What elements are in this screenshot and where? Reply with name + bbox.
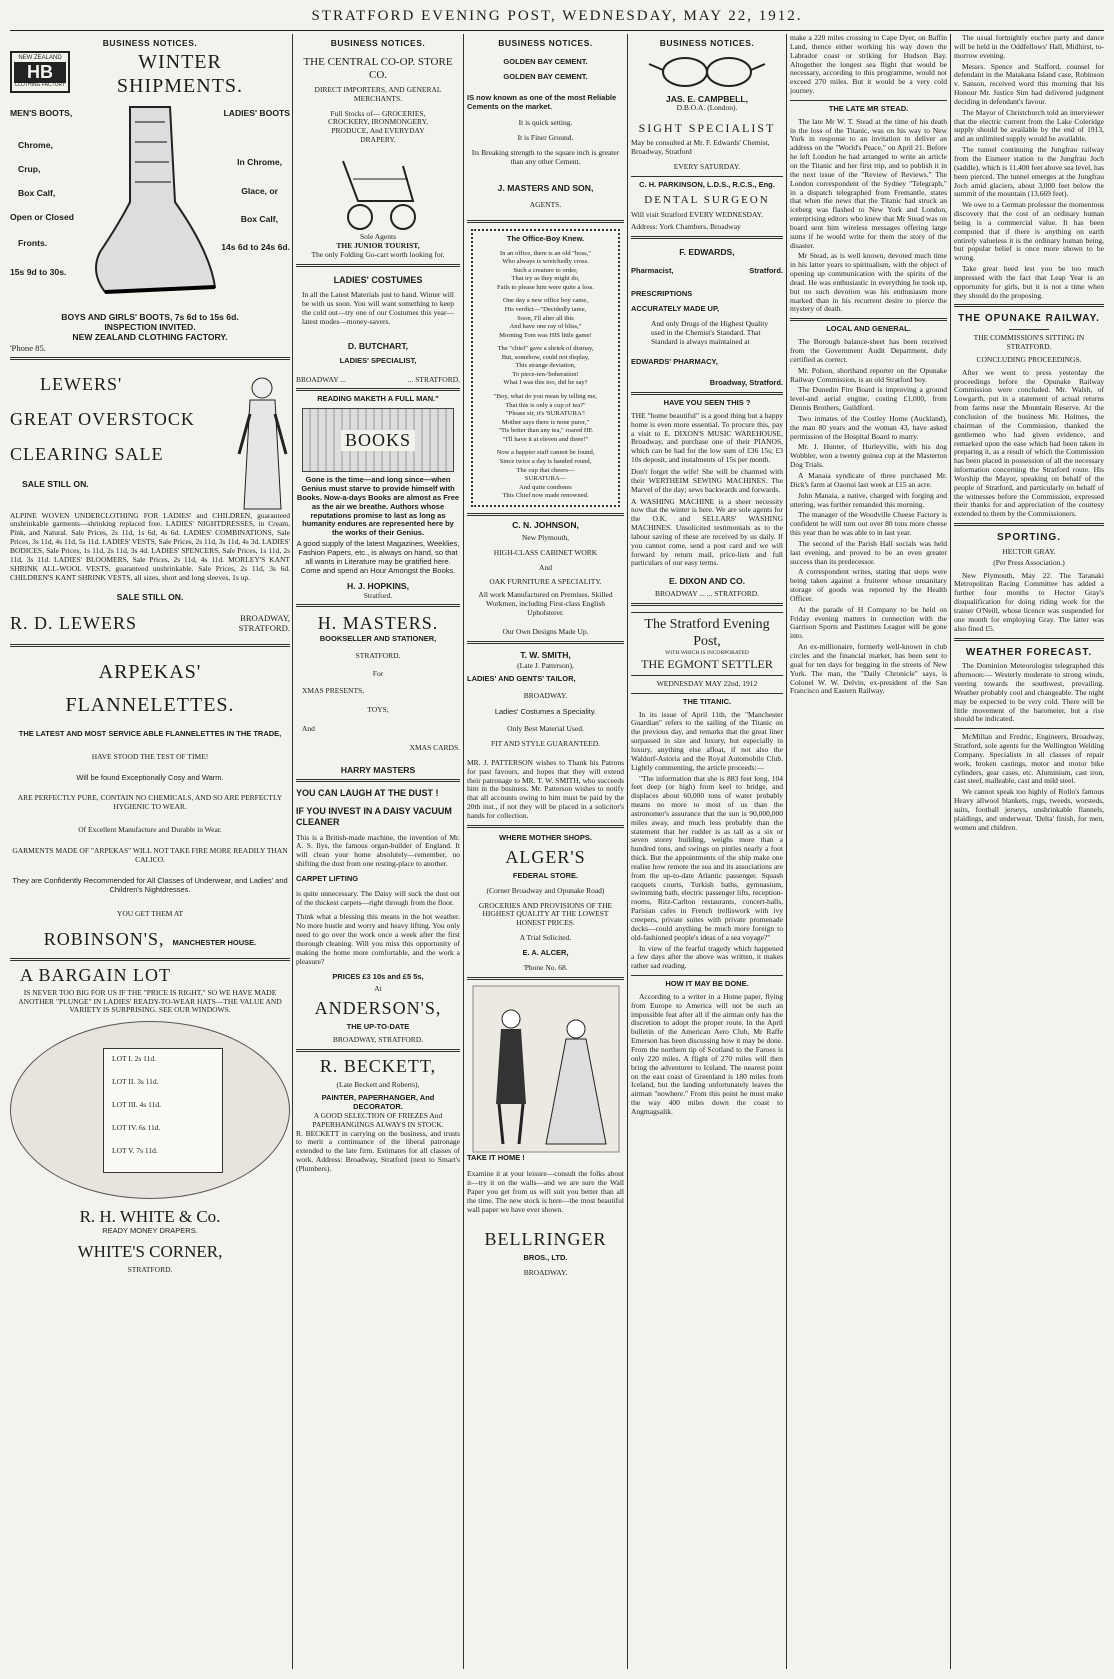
ad-text: STRATFORD. <box>127 1265 173 1275</box>
ad-text: They are Confidently Recommended for All Classes of Underwear, and Ladies' and Children's Nightdresses. <box>12 875 288 894</box>
paragraph: "The information that she is 883 feet long, 104 feet deep (or high) from keel to bridge, and displaces about 60,000 tons of water probably means no more to most of us than the astronomer's assurance that the sun is 90,000,000 miles away, and much less probably than the statement that her rudder is as tall as a six or seven storey building, weighs more than a hundred tons, and swings on pintles nearly a foot thick. But the appointments of the ship make one realise how remote the sea and its associations are from the up-to-date Atlantic passenger. Squash racquets courts, Turkish baths, gymnasium, swimming bath, electric passenger lifts, reception-rooms, Ritz-Carlton restaurants, concert-halls, Parisian cafes in French trelliswork with ivy creepers, private suites with private promenade decks—could anything be much more foreign to old-fashioned people's ideas of a sea voyage?" <box>631 773 783 942</box>
paragraph: Mr. J. Hunter, of Hurleyville, with his dog Wobbler, won a twenty guinea cup at the Masterton Dog Trials. <box>790 442 947 470</box>
sporting-article <box>954 572 1104 634</box>
hb-logo: NEW ZEALAND HB CLOTHING FACTORY <box>10 51 70 93</box>
golden-bay-cement: GOLDEN BAY CEMENT. <box>503 71 588 81</box>
poem-line: Now a happier staff cannot be found, <box>496 449 595 457</box>
ad-divider <box>296 264 460 267</box>
article-heading: THE LATE MR STEAD. <box>828 103 909 113</box>
books-illustration <box>302 408 454 472</box>
poem-line: This strange deviation, <box>515 362 576 370</box>
egmont-settler: THE EGMONT SETTLER <box>641 656 773 671</box>
poem-line: That try as they might do, <box>511 275 580 283</box>
poem-title: The Office-Boy Knew. <box>506 233 585 243</box>
flannelettes-title: FLANNELETTES. <box>65 694 235 717</box>
pram-illustration <box>328 151 428 233</box>
paragraph: The Dominion Meteorologist telegraphed this afternoon:— Westerly moderate to strong winds, veering towards the southwest, prevailing. Weather probably cool and changeable. The night may be expected to be very cold. There will be little movement of the barometer, but a rise should be indicated. <box>954 661 1104 724</box>
ad-text: 'Phone No. 68. <box>523 962 568 972</box>
mens-price: 15s 9d to 30s. <box>10 267 67 278</box>
ad-heading: PRESCRIPTIONS <box>631 289 693 299</box>
ad-divider <box>296 388 460 391</box>
shipments-title: SHIPMENTS. <box>116 74 244 97</box>
spectacles-icon <box>647 54 767 90</box>
harry-masters: HARRY MASTERS <box>340 764 416 775</box>
boot-type: Glace, or <box>241 186 278 197</box>
rollo-notice <box>954 788 1104 832</box>
paragraph: An ex-millionaire, formerly well-known in club circles and the financial market, has been sent to goal for ten days for begging in the streets of New York. The man, the "Daily Chronicle" says, is Colonel W. W. Delvin, ex-president of the San Francisco and Eastern Railway. <box>790 642 947 696</box>
poem-line: SURATURA— <box>524 475 567 483</box>
short-rule <box>1009 329 1049 330</box>
address-line: ... STRATFORD. <box>407 374 460 384</box>
paragraph: We cannot speak too highly of Rollo's famous Heavy allwool blankets, rugs, tweeds, worsteds, suits, football jerseys, unshrinkable flannels, plaidings, and underwear. 'Delta' finish, for men, women and children. <box>954 787 1104 832</box>
paragraph: Take great heed lest you be too much impressed with the fact that Leap Year is an opportunity for girls, but it is not a time when they should do the proposing. <box>954 264 1104 300</box>
paragraph: make a 220 miles crossing to Cape Dyer, on Baffin Land, thence either working his way down the Labrador coast or striking for Hudson Bay. Altogether the longest sea flight that would be necessary, according to this programme, would not exceed 270 miles. But it would be a very cold journey. <box>790 34 947 96</box>
ad-text: GROCERIES AND PROVISIONS OF THE HIGHEST QUALITY AT THE LOWEST HONEST PRICES. <box>478 900 613 928</box>
phone-number: 'Phone 85. <box>10 342 46 353</box>
paragraph: McMillan and Fredric, Engineers, Broadway, Stratford, sole agents for the Wellington Welding Company. Specialists in all classes of repair work, broken castings, motor and motor bike cylinders, gear cases, etc. Aluminium, cast iron, cast steel, malleable, cast and mild steel. <box>954 732 1104 786</box>
smith-title: T. W. SMITH, <box>520 649 571 660</box>
ad-divider <box>296 604 460 607</box>
ad-text: OAK FURNITURE A SPECIALITY. <box>489 577 602 587</box>
poem-line: One day a new office boy came, <box>502 297 588 305</box>
bargain-lot-text: IS NEVER TOO BIG FOR US IF THE "PRICE IS RIGHT," SO WE HAVE MADE ANOTHER "PLUNGE" IN LADIES' READY-TO-WEAR HATS—THE VALUE AND VARIETY IS SURPRISING. SEE OUR WINDOWS. <box>18 987 282 1015</box>
poem-line: To piece-ten-'boheration! <box>512 370 579 378</box>
paragraph: Mr Stead, as is well known, devoted much time in his latter years to spiritualism, with the object of opening up communication with the spirits of the dead. He was enthusiastic in everything he took up, but no such devotion was his enthusiasm more marked than in his recurrent desire to pierce the mystery of death. <box>790 251 947 314</box>
ad-text: (Late J. Patterson), <box>517 660 574 670</box>
section-header: BUSINESS NOTICES. <box>659 38 755 48</box>
poem-line: Fails to please him were quite a loss. <box>496 283 595 291</box>
sale-still-on: SALE STILL ON. <box>22 479 89 490</box>
boot-type: Fronts. <box>18 238 48 249</box>
subheading: (Per Press Association.) <box>993 557 1065 567</box>
hopkins: H. J. HOPKINS, <box>346 581 410 592</box>
bellringer-title: BELLRINGER <box>484 1228 607 1249</box>
ad-divider <box>10 644 290 647</box>
nz-clothing-factory: NEW ZEALAND CLOTHING FACTORY. <box>72 332 228 343</box>
ad-text: Will visit Stratford EVERY WEDNESDAY. <box>631 209 763 219</box>
ad-text: THE LATEST AND MOST SERVICE ABLE FLANNELETTES IN THE TRADE, <box>18 728 282 738</box>
junior-tourist: THE JUNIOR TOURIST, <box>336 240 420 250</box>
ad-divider <box>631 236 783 239</box>
great-overstock: GREAT OVERSTOCK <box>10 409 195 429</box>
ad-divider <box>10 357 290 360</box>
paragraph: In its issue of April 11th, the "Manchester Guardian" refers to the sailing of the Titanic on the previous day, and remarks that the great liner surpassed in size and luxury, but especially in luxury, anything else afloat, if not also the Waldorf-Astoria and the Royal Automobile Club. Lightly commenting, the article proceeds:— <box>631 709 783 772</box>
bargain-lot-title: A BARGAIN LOT <box>20 965 171 986</box>
boot-type: Open or Closed <box>10 212 74 223</box>
poem-line: This Chief now made renowned. <box>502 492 589 500</box>
arpekas-ad <box>10 661 290 951</box>
ad-text: R. BECKETT in carrying on the business, and trusts to merit a continuance of the liberal patronage extended to the late firm. Estimates for all classes of work. Address: Broadway, Stratford (next to Smart's (Plumbers). <box>296 1128 460 1173</box>
boot-type: In Chrome, <box>237 157 282 168</box>
poem-line: Who always is wretchedly cross. <box>502 258 589 266</box>
ad-divider <box>631 693 783 694</box>
ad-divider <box>631 975 783 976</box>
rh-white: R. H. WHITE & Co. <box>79 1207 221 1227</box>
ad-text: XMAS CARDS. <box>409 742 460 752</box>
paragraph: The manager of the Woodville Cheese Factory is confident he will turn out over 80 tons more cheese this year than he was able to in last year. <box>790 510 947 538</box>
paragraph: The usual fortnightly euchre party and dance will be held in the Oddfellows' Hall, Midhirst, to-morrow evening. <box>954 34 1104 60</box>
article-heading: THE OPUNAKE RAILWAY. <box>958 313 1100 325</box>
poem-line: Mother says there is none purer," <box>501 418 590 426</box>
ad-text: MR. J. PATTERSON wishes to Thank his Patrons for past favours, and hopes that they will extend their patronage to MR. T. W. SMITH, who succeeds him in the business. Mr. Patterson wishes to notify that all accounts owing to him must be paid by the 20th inst., if not they will be placed in a solicitor's hands for collection. <box>467 757 624 820</box>
ad-text: It is Finer Ground. <box>517 133 574 143</box>
boot-illustration <box>75 102 225 302</box>
issue-date: WEDNESDAY MAY 22nd, 1912 <box>656 678 758 688</box>
ad-text: And <box>539 562 552 572</box>
titanic-article <box>631 711 783 971</box>
sale-still-on: SALE STILL ON. <box>116 592 184 603</box>
j-masters: J. MASTERS AND SON, <box>497 182 594 193</box>
ad-text: It is quick setting. <box>518 118 573 128</box>
office-boy-poem <box>471 229 620 507</box>
paragraph: We owe to a German professor the momentous discovery that the cost of an ordinary human being is a commercial value. It has been computed that if there is anything on earth entirely valueless it is the ordinary human being, but popular belief is once more shown to be wrong. <box>954 200 1104 263</box>
edwards: F. EDWARDS, <box>679 247 735 258</box>
paragraph: Messrs. Spence and Stafford, counsel for defendant in the Matakana Island case, Robinson v. Sanson, received word this morning that his Honour Mr. Justice Sim had delivered judgment deciding in defendant's favour. <box>954 61 1104 106</box>
poem-line: In an office, there is an old "boss," <box>499 249 592 257</box>
ad-text: Our Own Designs Made Up. <box>502 626 589 636</box>
ad-text: READY MONEY DRAPERS. <box>102 1226 198 1236</box>
inspection-invited: INSPECTION INVITED. <box>104 322 196 333</box>
section-header: BUSINESS NOTICES. <box>330 38 426 48</box>
sale-price-list: ALPINE WOVEN UNDERCLOTHING FOR LADIES' and CHILDREN, guaranteed unshrinkable garments—shrinking replaced free. LADIES' NIGHTDRESSES, in Cream, Pink, and Natural. Sale Prices, 2s 11d, 1s 6d, 4s 6d. LADIES' COMBINATIONS, Sale Prices, 3s 11d, 4s 11d, 5s 11d. LADIES' VESTS, Sale Prices, 2s 11d, 3s 11d, 4s 3d. LADIES' BODICES, Sale Prices, 1s 11d, 2s 11d, 3s 4d. LADIES' SPENCERS, Sale Prices, 1s 11d, 2s 11d, 3s 11d. LADIES' BLOOMERS, Sale Prices, 2s 11d, 4s 11d. MORLEY'S KANT SHRINK ALL-WOOL VESTS, guaranteed unshrinkable. Sale Prices, 2s 11d, 3s 6d. CHILDREN'S KANT SHRINK VESTS, all sizes, short and long sleeves, 1s up. <box>10 510 290 582</box>
column-2 <box>296 34 460 1669</box>
railway-article <box>954 369 1104 519</box>
poem-line: What I was this too, did he say? <box>503 379 588 387</box>
address-line: BROADWAY, <box>240 612 290 623</box>
ad-text: AGENTS. <box>529 199 562 209</box>
ad-text: All work Manufactured on Premises. Skilled Workmen, including First-class English Upholsterer. <box>478 590 613 617</box>
ad-text: D.B.O.A. (London). <box>676 103 738 113</box>
column-divider <box>627 34 628 1669</box>
ad-text: Address: York Chambers, Broadway <box>631 222 741 232</box>
ad-text: At <box>374 984 382 994</box>
article-heading: WEATHER FORECAST. <box>965 646 1093 658</box>
beckett-title: R. BECKETT, <box>319 1056 437 1077</box>
ad-text: EDWARDS' PHARMACY, <box>631 357 718 367</box>
poem-line: Soon, I'll alter all this <box>517 314 574 322</box>
poem-line: Such a creature to order, <box>513 266 578 274</box>
paragraph: The Borough balance-sheet has been received from the Government Audit Department, duly certified as correct. <box>790 337 947 364</box>
ad-heading: ACCURATELY MADE UP, <box>631 304 720 314</box>
poem-body <box>477 250 614 501</box>
ad-text: BROADWAY, STRATFORD. <box>332 1035 424 1045</box>
ad-divider <box>954 523 1104 526</box>
whites-corner: WHITE'S CORNER, <box>77 1242 223 1262</box>
poem-line: The "chief" gave a shriek of dismay, <box>497 345 594 353</box>
ad-divider <box>954 638 1104 641</box>
ad-text: And <box>302 723 315 733</box>
ad-text: BROADWAY ... ... STRATFORD. <box>654 589 760 599</box>
boot-type: Crup, <box>18 164 41 175</box>
paragraph: The late Mr W. T. Stead at the time of his death in the loss of the Titanic, was on his way to New York in response to an invitation to deliver an address on the "World's Peace," on April 21. Before he left London he had arranged to write an article on the Titanic and her first trip, and to publish it in the next issue of the "Review of Reviews." The London correspondent of the Sydney "Telegraph," in a dispatch telegraphed from Fremantle, states that when the news that the Titanic had struck an iceberg was flashed to New York and London, enterprising editors who knew that Mr Stead was on board sent him wireless messages offering large sums if he would write for them the story of the disaster. <box>790 116 947 250</box>
ad-text: Will be found Exceptionally Cosy and Warm. <box>76 772 224 782</box>
ad-text: HAVE STOOD THE TEST OF TIME! <box>91 751 209 761</box>
ad-text: THE "home beautiful" is a good thing but a happy home is even more essential. To procure this, pay a visit to E. DIXON'S MUSIC WAREHOUSE, Broadway, and purchase one of their PIANOS, which can be had for the low sum of £36 15s; £3 10s deposit, and instalments of 15s per month. <box>631 410 783 465</box>
ad-text: TOYS, <box>367 705 389 715</box>
ad-text: EVERY SATURDAY. <box>673 161 741 171</box>
lot-price: LOT I. 2s 11d. <box>112 1054 156 1064</box>
ad-text: ARE PERFECTLY PURE, CONTAIN NO CHEMICALS, AND SO ARE PERFECTLY HYGIENIC TO WEAR. <box>17 793 283 812</box>
paragraph: The second of the Parish Hall socials was held last evening, and proved to be an even greater success than its predecessor. <box>790 538 947 566</box>
ad-divider <box>467 220 624 223</box>
ad-text: XMAS PRESENTS, <box>302 686 365 696</box>
ad-text: FIT AND STYLE GUARANTEED. <box>490 739 601 749</box>
ad-divider <box>631 176 783 177</box>
algers-title: ALGER'S <box>505 846 586 867</box>
paragraph: New Plymouth, May 22. The Taranaki Metropolitan Racing Committee has added a further four months to Hector Gray's disqualification for doing riding work for the trainer O'Neill, whose licence was suspended for one month for employing Gray. The latter was also fined £5. <box>954 570 1104 633</box>
paragraph: The Dunedin Fire Board is improving a ground level-and aerial engine, costing £1,000, from Dennis Brothers, Guildford. <box>790 385 947 413</box>
ad-text: THE UP-TO-DATE <box>346 1022 410 1032</box>
column-1 <box>10 34 290 1669</box>
ad-text: DIRECT IMPORTERS, AND GENERAL MERCHANTS. <box>314 84 442 103</box>
ad-text: LADIES' SPECIALIST, <box>339 355 417 365</box>
ad-text: Ladies' Costumes a Speciality. <box>494 707 597 717</box>
column-5 <box>790 34 947 1669</box>
section-header: BUSINESS NOTICES. <box>102 38 198 48</box>
column-divider <box>463 34 464 1669</box>
mens-boots: MEN'S BOOTS, <box>10 108 73 119</box>
ad-text: Sole Agents <box>359 232 397 242</box>
ad-text: Only Best Material Used. <box>507 724 584 734</box>
johnson-title: C. N. JOHNSON, <box>512 519 579 530</box>
ad-text: IS now known as one of the most Reliable Cements on the market. <box>467 92 617 111</box>
ad-text: Think what a blessing this means in the hot weather. No more bustle and worry and heavy lifting. You only need to go over the work once a week after the first thorough cleaning. Will you miss this opportunity of making the home more comfortable, and the work a pleasure? <box>296 912 460 966</box>
ad-divider <box>954 728 1104 729</box>
address-line: STRATFORD. <box>238 623 290 634</box>
ad-divider <box>790 100 947 101</box>
column-4 <box>631 34 783 1669</box>
ad-text: In all the Latest Materials just to hand. Winter will be with us soon. You will want something to keep the cold out—try one of our Costumes this year—latest modes—money-savers. <box>302 290 454 326</box>
stead-article <box>790 118 947 315</box>
ad-divider <box>790 318 947 321</box>
ad-text: HIGH-CLASS CABINET WORK <box>493 547 598 557</box>
manchester-house: MANCHESTER HOUSE. <box>172 938 257 948</box>
poem-line: His verdict—"Decidedly tame, <box>504 305 587 313</box>
bargain-lot-ad <box>10 965 290 1275</box>
wallpaper-illustration <box>471 984 621 1154</box>
article-heading: SPORTING. <box>996 532 1061 544</box>
editorial-masthead <box>631 612 783 676</box>
ad-text: LADIES' AND GENTS' TAILOR, <box>467 673 576 683</box>
poem-line: Morning Tom was HIS little game! <box>499 331 592 339</box>
column-divider <box>786 34 787 1669</box>
lot-price: LOT III. 4s 11d. <box>112 1099 161 1109</box>
local-continued <box>954 34 1104 300</box>
ad-heading: TAKE IT HOME ! <box>467 1152 525 1162</box>
paragraph: The tunnel continuing the Jungfrau railway from the Eismeer station to the Jungfrau Joch (saddle), which is 11,400 feet above sea level, has been pierced. The tunnel emerges at the Jungfrau Joch amid glaciers, about 3,000 feet below the summit of the mountain (13,669 feet). <box>954 145 1104 199</box>
ad-heading: HAVE YOU SEEN THIS ? <box>663 398 751 408</box>
ad-text: This is a British-made machine, the invention of Mr. A. S. Ilys, the famous organ-builder of England. It will clean your home absolutely—remember, no shifting the dust from one resting-place to another. <box>296 832 460 869</box>
ad-text: A Trial Solicited. <box>519 933 572 943</box>
paragraph: Mr. Polson, shorthand reporter on the Opunake Railway Commission, is an old Stratford boy. <box>790 365 947 384</box>
lewers-ad <box>10 374 290 634</box>
flight-continued <box>790 34 947 96</box>
ad-text: Of Excellent Manufacture and Durable in Wear. <box>78 825 222 835</box>
poem-line: But, somehow, could not display, <box>501 353 590 361</box>
ad-text: BROADWAY. <box>523 1267 568 1277</box>
poem-line: And have one ray of bliss," <box>509 323 582 331</box>
boot-ad-body <box>10 102 290 312</box>
boot-type: Box Calf, <box>240 214 278 225</box>
ad-text: Stratford. <box>363 590 393 600</box>
ad-text: Stratford. <box>749 266 783 276</box>
ad-text: Its Breaking strength to the square inch is greater than any other Cement. <box>471 148 620 166</box>
poem-line: The cup that cheers— <box>516 466 575 474</box>
masthead: STRATFORD EVENING POST, WEDNESDAY, MAY 22, 1912. <box>311 8 803 24</box>
ad-text: (Corner Broadway and Opunake Road) <box>486 885 605 895</box>
clearing-sale: CLEARING SALE <box>10 444 164 465</box>
dental-surgeon: DENTAL SURGEON <box>644 193 770 206</box>
ad-text: BROS., LTD. <box>523 1252 568 1262</box>
ad-heading: IF YOU INVEST IN A DAISY VACUUM CLEANER <box>296 806 452 827</box>
column-6 <box>954 34 1104 1669</box>
ladies-boots: LADIES' BOOTS <box>223 108 290 119</box>
campbell: JAS. E. CAMPBELL, <box>665 94 749 105</box>
ad-text: FEDERAL STORE. <box>512 870 579 880</box>
article-heading: LOCAL AND GENERAL. <box>826 324 911 334</box>
lot-price: LOT IV. 6s 11d. <box>112 1122 161 1132</box>
ad-divider <box>296 779 460 782</box>
masthead-rule <box>10 30 1104 31</box>
woman-figure-illustration <box>235 374 290 514</box>
weather-article <box>954 662 1104 724</box>
ad-text: A good supply of the latest Magazines, Weeklies, Fashion Papers, etc., is always on hand, so that all wants in Literature may be gratified here. Come and spend an Hour Amongst the Books. <box>296 539 460 575</box>
address-line: BROADWAY ... <box>296 374 346 384</box>
sight-specialist: SIGHT SPECIALIST <box>638 121 776 135</box>
poem-line: "Boy, what do you mean by telling me, <box>493 393 598 401</box>
ad-text: The only Folding Go-cart worth looking for. <box>311 249 445 259</box>
ad-divider <box>954 304 1104 307</box>
ad-divider <box>467 513 624 516</box>
paragraph: After we went to press yesterday the proceedings before the Opunake Railway Commission were concluded. Mr. Walsh, of Lowgarth, put in a statement of actual returns from farms near the Mountain Reserve. At the conclusion of the business Mr. Holmes, the chairman of the Commission, thanked the gentlemen who had given evidence, and remarked upon the ease which had been taken in preparing it, as a result of which the Commission has been placed in possession of all the necessary information concerning the Stratford route. His Worship the Mayor, speaking on behalf of the people of Stratford, and particularly on behalf of the witnesses before the Commission, expressed their thanks for and appreciation of the courtesy extended to them by the Commissioners. <box>954 367 1104 519</box>
ad-text: New Plymouth, <box>521 532 570 542</box>
ad-divider <box>467 641 624 644</box>
books-label: BOOKS <box>341 430 415 451</box>
andersons-title: ANDERSON'S, <box>314 998 442 1019</box>
central-coop-title: THE CENTRAL CO-OP. STORE CO. <box>303 56 453 81</box>
ad-text: PRICES £3 10s and £5 5s, <box>332 971 424 981</box>
how-it-may-be-done-article <box>631 993 783 1117</box>
ad-heading: LADIES' COSTUMES <box>333 274 423 285</box>
subheading: HECTOR GRAY. <box>1002 546 1056 556</box>
article-heading: HOW IT MAY BE DONE. <box>665 979 749 989</box>
ad-text: WHERE MOTHER SHOPS. <box>499 832 592 842</box>
ad-text: WITH WHICH IS INCORPORATED <box>665 650 749 657</box>
ad-divider <box>631 392 783 395</box>
ad-text: Broadway, Stratford. <box>709 378 783 388</box>
boot-type: Box Calf, <box>18 188 56 199</box>
butchart: D. BUTCHART, <box>347 340 409 351</box>
column-divider <box>292 34 293 1669</box>
poem-line: "Please sir, it's 'SURATURA'! <box>505 410 586 418</box>
boys-girls-boots: BOYS AND GIRLS' BOOTS, 7s 6d to 15s 6d. <box>61 312 239 323</box>
paragraph: The Mayor of Christchurch told an interviewer that the electric current from the Lake Coleridge supply should be available by the end of 1913, and an unlimited supply would be available. <box>954 107 1104 144</box>
ad-text: STRATFORD. <box>355 650 401 660</box>
ad-text: (Late Beckett and Roberts), <box>336 1080 420 1090</box>
ad-text: PAINTER, PAPERHANGER, And DECORATOR. <box>321 1093 435 1112</box>
ad-text: E. A. ALCER, <box>522 947 569 957</box>
poem-line: Since twice a day is handed round, <box>499 457 592 465</box>
ad-text: Examine it at your leisure—consult the folks about it—try it on the walls—and we are sure the Wall Paper you get from us will suit you better than all the time. The new stock is here—the most beautiful wall paper we have ever shown. <box>467 1169 624 1214</box>
lot-price: LOT II. 3s 11d. <box>112 1077 159 1087</box>
ad-text: May be consulted at Mr. F. Edwards' Chemist, Broadway, Stratford <box>631 138 770 156</box>
lot-card <box>103 1048 223 1173</box>
ad-text: BROADWAY. <box>523 690 568 700</box>
poem-line: And quite condones <box>519 483 572 491</box>
subheading: CONCLUDING PROCEEDINGS. <box>976 354 1082 364</box>
parkinson: C. H. PARKINSON, L.D.S., R.C.S., Eng. <box>639 179 775 189</box>
reading-heading: READING MAKETH A FULL MAN." <box>317 394 439 404</box>
ad-text: is quite unnecessary. The Daisy will suck the dust out of the thickest carpets—right through from the floor. <box>296 888 460 907</box>
ad-text: Don't forget the wife! She will be charmed with their WERTHEIM SEWING MACHINES. The Marvel of the day; sews backwards and forwards. <box>631 466 783 494</box>
paragraph: In view of the fearful tragedy which happened a few days after the above was written, it makes rather sad reading. <box>631 943 783 971</box>
column-divider <box>950 34 951 1669</box>
mcmillan-notice <box>954 733 1104 786</box>
ad-heading: CARPET LIFTING <box>296 873 359 883</box>
ad-text: Gone is the time—and long since—when Genius must starve to provide himself with Books. Now-a-days Books are almost as Free as the air we breathe. Authors whose reputations promise to last as long as humanity endures are represented here by the works of their Genius. <box>296 475 460 538</box>
paragraph: A correspondent writes, stating that steps were being taken against a fruiterer whose unsanitary storage of goods was reported by the Health Officer. <box>790 567 947 603</box>
ad-text: A GOOD SELECTION OF FRIEZES And PAPERHANGINGS ALWAYS IN STOCK. <box>312 1110 444 1129</box>
poem-line: "I'll have it at eleven and three!" <box>502 435 589 443</box>
column-3 <box>467 34 624 1669</box>
arpekas-title: ARPEKAS' <box>98 660 202 683</box>
paragraph: Two inmates of the Costley Home (Auckland), the man 80 years and the woman 43, have asked permission of the Hospital Board to marry. <box>790 413 947 441</box>
ad-text: Full Stocks of— GROCERIES, CROCKERY, IRONMONGERY, PRODUCE, And EVERYDAY DRAPERY. <box>328 108 428 145</box>
ladies-price: 14s 6d to 24s 6d. <box>221 242 290 253</box>
ad-text: A WASHING MACHINE is a sheer necessity now that the winter is here. We are sole agents for the O.K. and SELLARS' WASHING MACHINES. Unsolicited testimonials as to the labour saving of these are received by us daily. If you cannot come, send a post card and we will forward by return mail, price-lists and full particulars of our easy terms. <box>631 496 783 568</box>
ad-divider <box>467 825 624 828</box>
boot-type: Chrome, <box>18 140 53 151</box>
ad-text: For <box>372 669 384 679</box>
robinsons: ROBINSON'S, <box>43 929 165 950</box>
poem-line: That this is only a cup of tea?" <box>505 401 586 409</box>
ad-divider <box>296 1049 460 1052</box>
hat-illustration <box>10 1021 290 1199</box>
ad-heading: YOU CAN LAUGH AT THE DUST ! <box>296 787 439 798</box>
ad-divider <box>631 603 783 606</box>
lewers-title: LEWERS' <box>40 373 123 394</box>
ad-text: YOU GET THEM AT <box>116 909 184 919</box>
golden-bay-cement: GOLDEN BAY CEMENT. <box>503 57 588 67</box>
section-header: BUSINESS NOTICES. <box>498 38 593 48</box>
ad-text: And only Drugs of the Highest Quality used in the Chemist's Standard. That Standard is always maintained at <box>651 318 769 346</box>
paragraph: John Manaia, a native, charged with forging and uttering, was further remanded this morning. <box>790 490 947 509</box>
winter-title: WINTER <box>138 51 222 74</box>
ad-divider <box>10 958 290 961</box>
subheading: THE COMMISSION'S SITTING IN STRATFORD. <box>973 333 1085 352</box>
masters-title: H. MASTERS. <box>317 613 439 634</box>
dixon: E. DIXON AND CO. <box>668 576 746 587</box>
paragraph: According to a writer in a Home paper, flying from Europe to America will not be such an impossible feat after all if the airman only has the discretion to adopt the proper route. In the April bulletin of the American Aero Club, Mr Raffe Emerson has been discussing how it may be done. From the northern tip of Scotland to the Faroes is only 220 miles. A flight of 270 miles will then bring the adventurer to Iceland. The nearest point on the east coast of Greenland is 180 miles from Iceland, but the landing unfortunately leaves the airman "nowhere." From this point he must make the way 400 miles down the coast to Angmagsalik. <box>631 991 783 1116</box>
local-general-article <box>790 338 947 696</box>
ad-divider <box>467 977 624 980</box>
hb-winter-ad <box>10 51 290 98</box>
ad-text: BOOKSELLER AND STATIONER, <box>319 633 437 643</box>
rd-lewers: R. D. LEWERS <box>10 612 137 633</box>
paragraph: A Manaia syndicate of three purchased Mr. Dick's farm at Oaonui last week at £15 an acre. <box>790 470 947 489</box>
lot-price: LOT V. 7s 11d. <box>112 1145 158 1155</box>
paper-title: The Stratford Evening Post, <box>644 617 770 649</box>
poem-line: "Tis better than any tea," roared HE <box>498 427 593 435</box>
article-heading: THE TITANIC. <box>682 696 732 706</box>
ad-text: GARMENTS MADE OF "ARPEKAS" WILL NOT TAKE FIRE MORE READILY THAN CALICO. <box>12 845 288 864</box>
ad-text: Pharmacist, <box>631 266 674 276</box>
paragraph: At the parade of H Company to be held on Friday evening matters in connection with the Garrison Sports and Pastimes League will be gone into. <box>790 604 947 641</box>
